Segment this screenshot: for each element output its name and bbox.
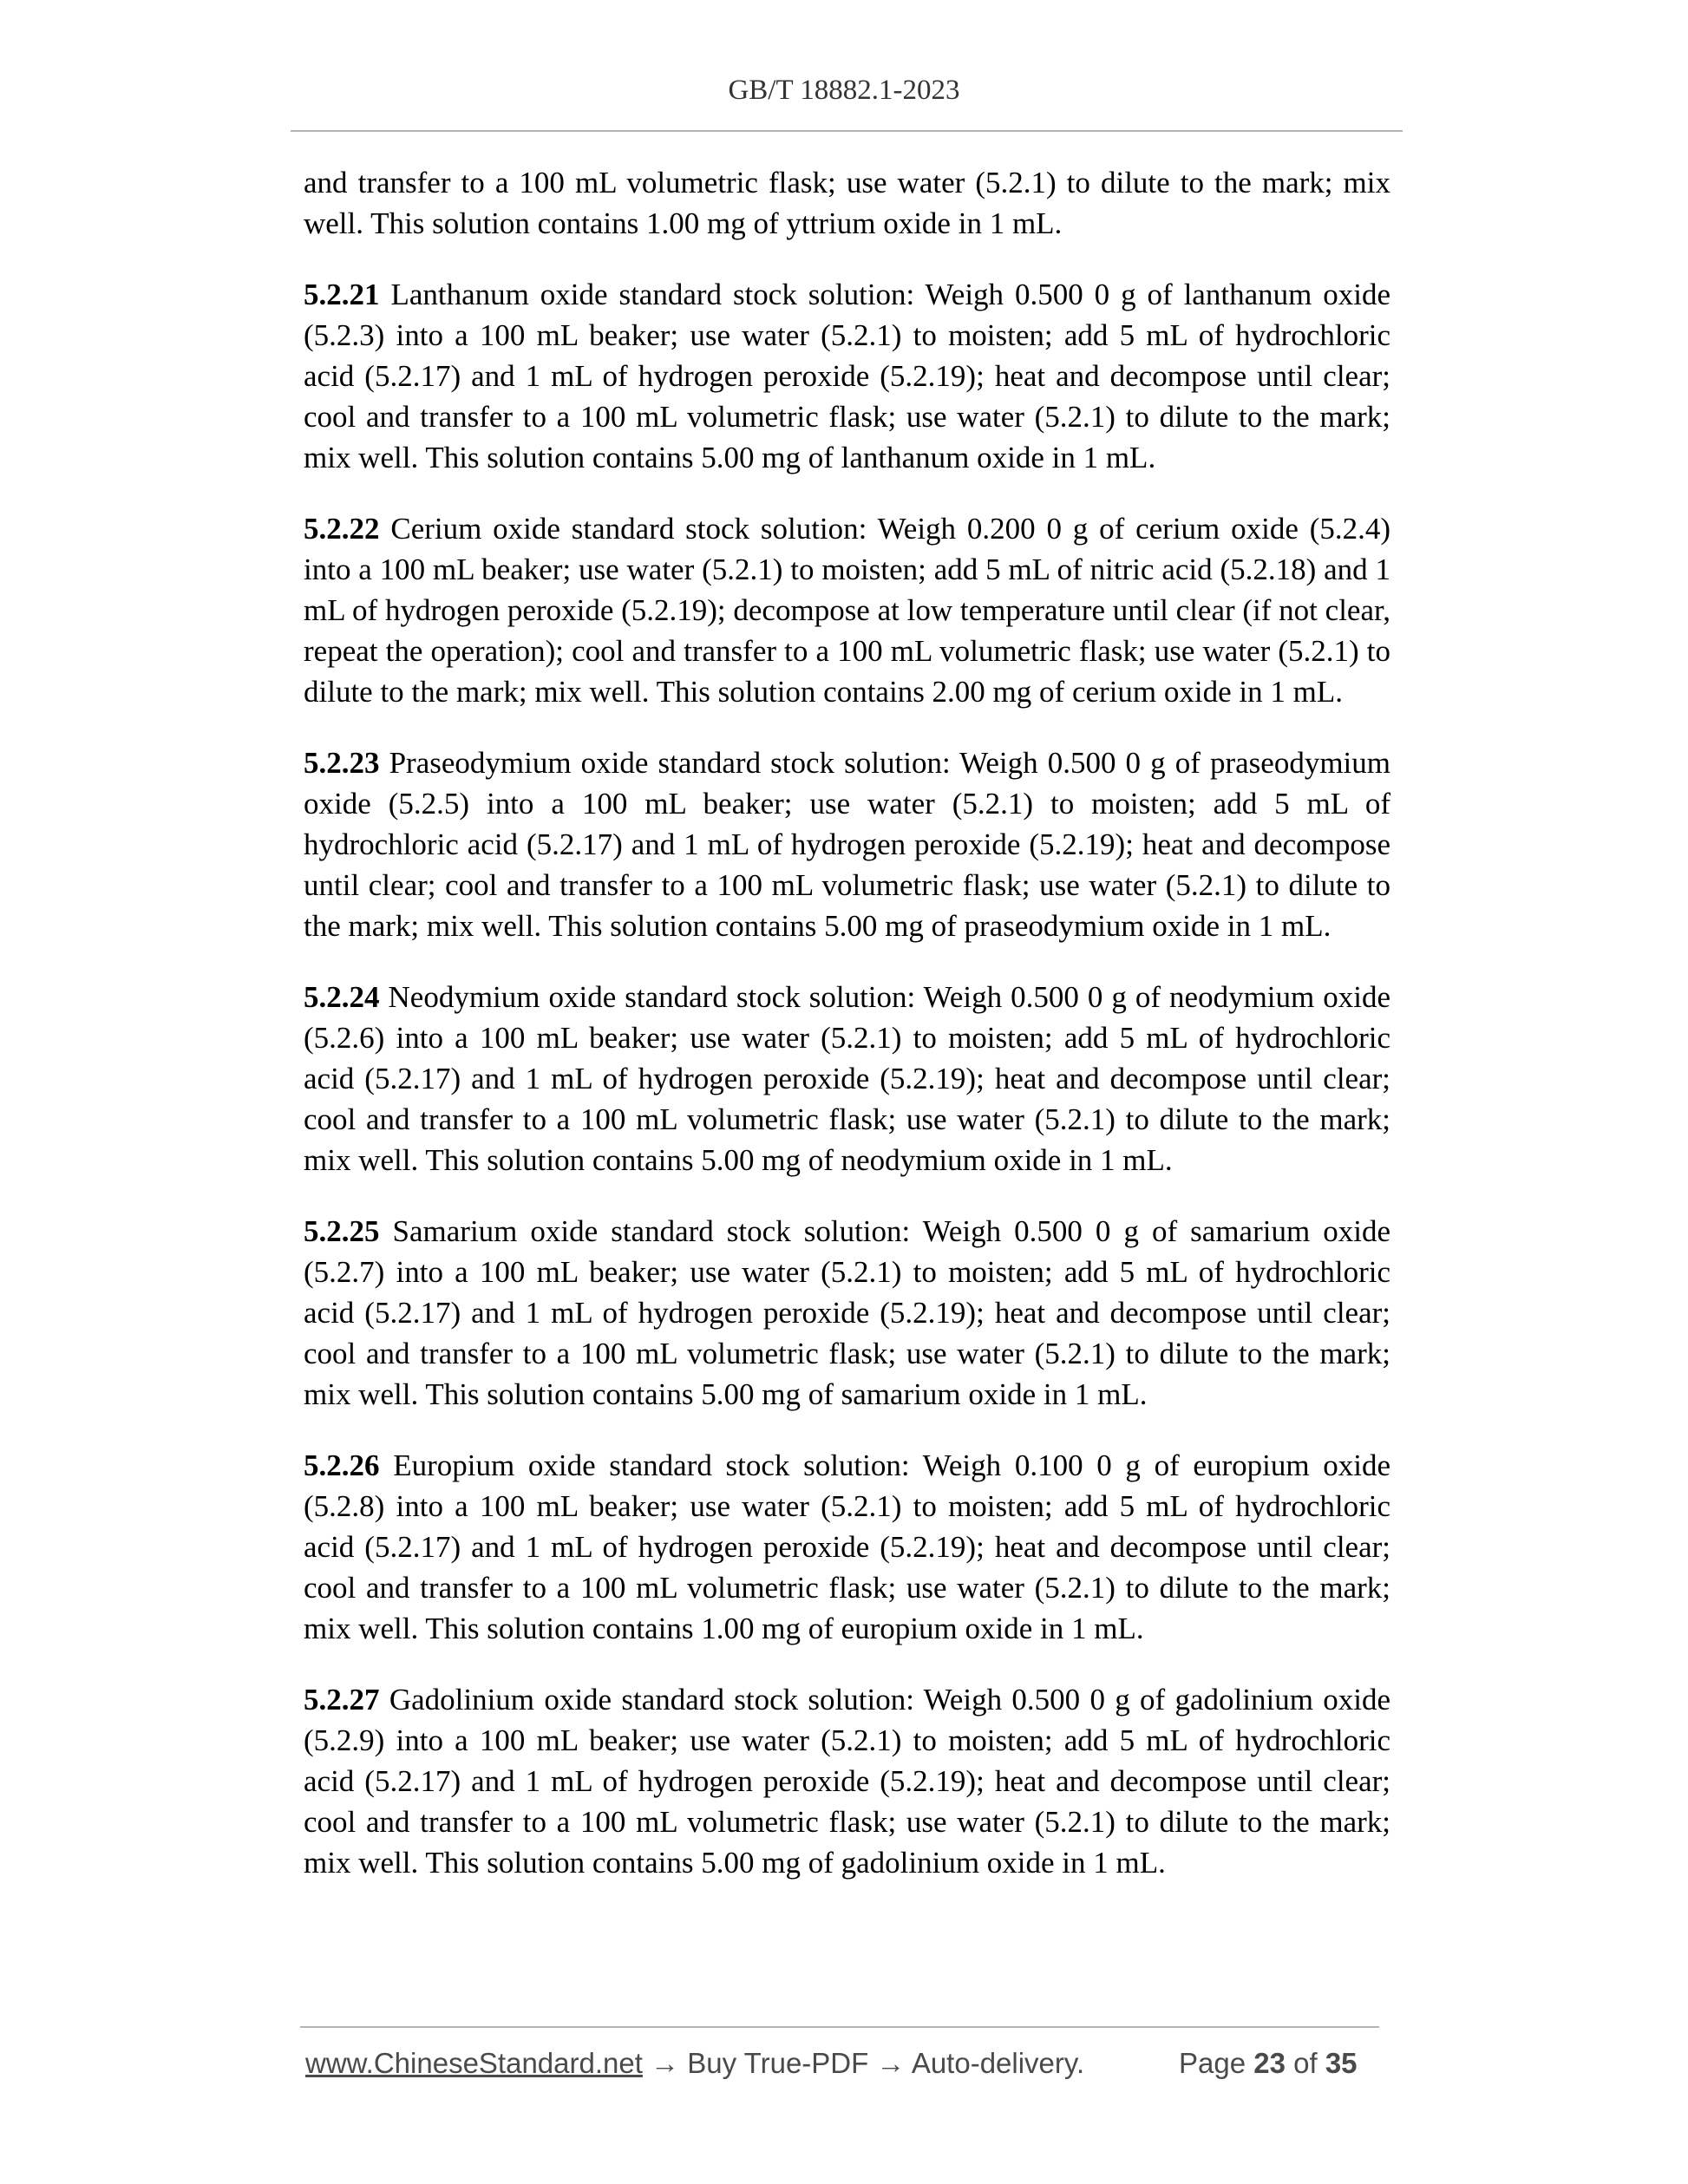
section-text: Europium oxide standard stock solution: Weigh 0.100 0 g of europium oxide (5.2.8) into a 100 mL beaker; use water (5.2.1) to moisten; add 5 mL of hydrochloric acid (5.2.17) and 1 mL of hydrogen peroxide (5.2.19); heat and decompose until clear; cool and transfer to a 100 mL volumetric flask; use water (5.2.1) to dilute to the mark; mix well. This solution contains 1.00 mg of europium oxide in 1 mL.	[304, 1448, 1391, 1645]
section-text: Lanthanum oxide standard stock solution: Weigh 0.500 0 g of lanthanum oxide (5.2.3) into a 100 mL beaker; use water (5.2.1) to moisten; add 5 mL of hydrochloric acid (5.2.17) and 1 mL of hydrogen peroxide (5.2.19); heat and decompose until clear; cool and transfer to a 100 mL volumetric flask; use water (5.2.1) to dilute to the mark; mix well. This solution contains 5.00 mg of lanthanum oxide in 1 mL.	[304, 278, 1391, 474]
section-5-2-27	[304, 1679, 1390, 1883]
section-5-2-26	[304, 1445, 1390, 1649]
section-text: Praseodymium oxide standard stock solution: Weigh 0.500 0 g of praseodymium oxide (5.2.5) into a 100 mL beaker; use water (5.2.1) to moisten; add 5 mL of hydrochloric acid (5.2.17) and 1 mL of hydrogen peroxide (5.2.19); heat and decompose until clear; cool and transfer to a 100 mL volumetric flask; use water (5.2.1) to dilute to the mark; mix well. This solution contains 5.00 mg of praseodymium oxide in 1 mL.	[304, 746, 1390, 943]
section-5-2-23	[304, 742, 1390, 946]
section-5-2-25	[304, 1211, 1390, 1415]
section-5-2-21	[304, 274, 1390, 478]
page-indicator	[1179, 2047, 1358, 2080]
document-body	[304, 162, 1390, 1913]
section-number: 5.2.25	[304, 1214, 380, 1248]
section-text: Cerium oxide standard stock solution: Weigh 0.200 0 g of cerium oxide (5.2.4) into a 100 mL beaker; use water (5.2.1) to moisten; add 5 mL of nitric acid (5.2.18) and 1 mL of hydrogen peroxide (5.2.19); decompose at low temperature until clear (if not clear, repeat the operation); cool and transfer to a 100 mL volumetric flask; use water (5.2.1) to dilute to the mark; mix well. This solution contains 2.00 mg of cerium oxide in 1 mL.	[304, 512, 1391, 709]
section-5-2-24	[304, 977, 1390, 1180]
footer-divider	[300, 2026, 1379, 2028]
section-5-2-22	[304, 508, 1390, 712]
section-number: 5.2.21	[304, 278, 380, 311]
website-link[interactable]: www.ChineseStandard.net	[305, 2047, 643, 2079]
footer-tagline: → Buy True-PDF → Auto-delivery.	[642, 2047, 1085, 2079]
section-number: 5.2.22	[304, 512, 380, 546]
section-text: Gadolinium oxide standard stock solution: Weigh 0.500 0 g of gadolinium oxide (5.2.9) into a 100 mL beaker; use water (5.2.1) to moisten; add 5 mL of hydrochloric acid (5.2.17) and 1 mL of hydrogen peroxide (5.2.19); heat and decompose until clear; cool and transfer to a 100 mL volumetric flask; use water (5.2.1) to dilute to the mark; mix well. This solution contains 5.00 mg of gadolinium oxide in 1 mL.	[304, 1683, 1391, 1880]
standard-code: GB/T 18882.1-2023	[728, 75, 960, 106]
page-label: Page	[1179, 2047, 1254, 2079]
section-number: 5.2.24	[304, 980, 380, 1014]
section-text: Neodymium oxide standard stock solution: Weigh 0.500 0 g of neodymium oxide (5.2.6) into a 100 mL beaker; use water (5.2.1) to moisten; add 5 mL of hydrochloric acid (5.2.17) and 1 mL of hydrogen peroxide (5.2.19); heat and decompose until clear; cool and transfer to a 100 mL volumetric flask; use water (5.2.1) to dilute to the mark; mix well. This solution contains 5.00 mg of neodymium oxide in 1 mL.	[304, 980, 1391, 1177]
page-total: 35	[1325, 2047, 1358, 2079]
section-number: 5.2.27	[304, 1683, 380, 1716]
section-text: Samarium oxide standard stock solution: Weigh 0.500 0 g of samarium oxide (5.2.7) into a 100 mL beaker; use water (5.2.1) to moisten; add 5 mL of hydrochloric acid (5.2.17) and 1 mL of hydrogen peroxide (5.2.19); heat and decompose until clear; cool and transfer to a 100 mL volumetric flask; use water (5.2.1) to dilute to the mark; mix well. This solution contains 5.00 mg of samarium oxide in 1 mL.	[304, 1214, 1390, 1411]
page-header	[0, 75, 1688, 107]
page-current: 23	[1253, 2047, 1286, 2079]
section-number: 5.2.26	[304, 1448, 380, 1482]
continuation-paragraph: and transfer to a 100 mL volumetric flask; use water (5.2.1) to dilute to the mark; mix well. This solution contains 1.00 mg of yttrium oxide in 1 mL.	[304, 166, 1390, 240]
header-divider	[291, 130, 1403, 132]
section-number: 5.2.23	[304, 746, 380, 780]
footer-promo	[305, 2047, 1084, 2080]
page-of-label: of	[1285, 2047, 1325, 2079]
